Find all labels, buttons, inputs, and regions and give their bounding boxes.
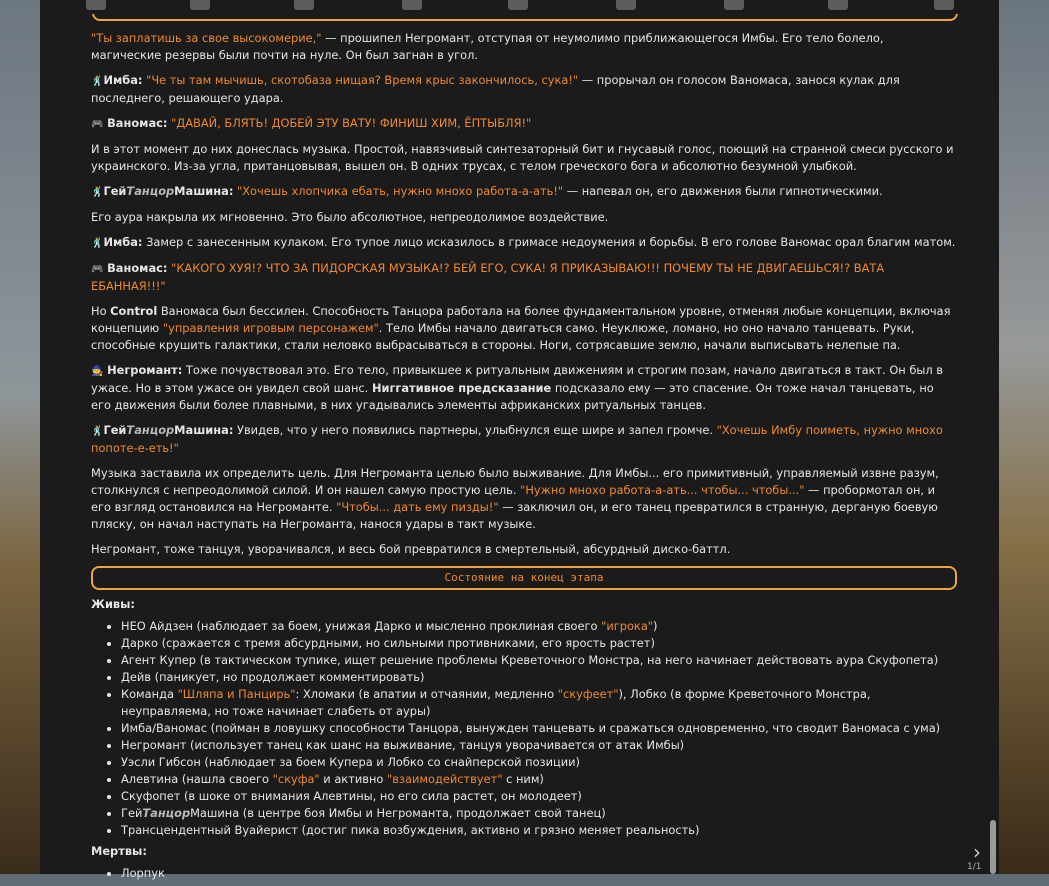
- item-text: Машина (в центре боя Имбы и Негроманта, продолжает свой танец): [190, 806, 606, 820]
- speaker-name: Имба:: [103, 235, 143, 249]
- speaker-name: Гей: [103, 184, 127, 198]
- list-item: [121, 771, 957, 788]
- paragraph: [91, 422, 957, 457]
- speaker-name: Машина:: [174, 423, 234, 437]
- item-text: Алевтина (нашла своего: [121, 772, 273, 786]
- narration: Ваномаса был бессилен. Способность Танцора работала на более фундаментальном уровне, отменяя любые концепции, включая концепцию: [91, 304, 951, 335]
- list-item: • Дарко (сражается с тремя абсурдными, но сильными противниками, его ярость растет): [121, 635, 957, 652]
- paragraph: [91, 183, 957, 201]
- narration: — заключил он, и его танец превратился в странную, дерганую боевую пляску, он начал наступать на Негроманта, нанося удары в такт музыке.: [91, 500, 938, 531]
- message-content: [91, 30, 957, 886]
- quote: "взаимодействует": [386, 772, 503, 786]
- item-text: с ним): [502, 772, 544, 786]
- gamepad-icon: 🎮: [91, 119, 104, 130]
- gamepad-icon: 🎮: [91, 264, 104, 275]
- list-item: • Лорпук: [121, 865, 957, 882]
- speaker-name: Имба:: [103, 73, 143, 87]
- quote: "Че ты там мычишь, скотобаза нищая? Время крыс закончилось, сука!": [146, 73, 579, 87]
- image-icon[interactable]: [616, 0, 636, 10]
- paragraph: [91, 465, 957, 533]
- paragraph: [91, 115, 957, 133]
- section-header: Состояние на конец этапа: [91, 566, 957, 590]
- item-text: НЕО Айдзен (наблюдает за боем, унижая Дарко и мысленно проклиная своего: [121, 619, 602, 633]
- paragraph: Его аура накрыла их мгновенно. Это было абсолютное, непреодолимое воздействие.: [91, 210, 609, 224]
- narration: Замер с занесенным кулаком. Его тупое лицо исказилось в гримасе недоумения и борьбы. В его голове Ваномас орал благим матом.: [142, 235, 956, 249]
- quote: "скуфа": [272, 772, 320, 786]
- alive-list: [91, 618, 957, 839]
- dancer-icon: 🕺: [91, 76, 104, 87]
- background-left: [0, 0, 40, 874]
- paragraph: [91, 72, 957, 107]
- background-right: [999, 0, 1049, 874]
- paragraph: [91, 260, 957, 295]
- font-icon[interactable]: [294, 0, 314, 10]
- bold-term: Ниггативное предсказание: [371, 381, 552, 395]
- speaker-name: Гей: [103, 423, 127, 437]
- speaker-name: Машина:: [174, 184, 234, 198]
- top-toolbar: [40, 0, 999, 14]
- alive-title: Живы:: [91, 597, 135, 611]
- paragraph: [91, 30, 957, 64]
- narration: Музыка заставила их определить цель. Для Негроманта целью было выживание. Для Имбы... его примитивный, управляемый извне разум, столкнулся с непреодолимой силой. И он нашел самую простую цель.: [91, 466, 939, 497]
- narration: — прошипел Негромант, отступая от неумолимо приближающегося Имбы. Его тело болело, магические резервы были почти на нуле. Он был загнан в угол.: [91, 31, 884, 62]
- paragraph: [91, 362, 957, 414]
- mage-icon: 🧙: [91, 366, 104, 377]
- speaker-name-italic: Танцор: [126, 423, 175, 437]
- list-item: • Негромант (использует танец как шанс на выживание, танцуя уворачивается от атак Имбы): [121, 737, 957, 754]
- quote: "скуфеет": [557, 687, 619, 701]
- page-indicator: 1/1: [967, 862, 982, 872]
- notes-icon[interactable]: [402, 0, 422, 10]
- quote: "игрока": [601, 619, 654, 633]
- list-item: [121, 618, 957, 635]
- item-text: и активно: [319, 772, 387, 786]
- narration: — пробормотал он, и его взгляд остановился на Негроманте.: [91, 483, 936, 514]
- quote: "Чтобы... дать ему пизды!": [336, 500, 499, 514]
- dead-title: Мертвы:: [91, 844, 147, 858]
- list-item: • Имба/Ваномас (пойман в ловушку способности Танцора, вынужден танцевать и сражаться одновременно, что сводит Ваномаса с ума): [121, 720, 957, 737]
- quote: "Ты заплатишь за свое высокомерие,": [91, 31, 322, 45]
- list-item: [121, 686, 957, 720]
- paragraph: [91, 303, 957, 354]
- settings-icon[interactable]: [508, 0, 528, 10]
- narration: Увидев, что у него появились партнеры, улыбнулся еще шире и запел громче.: [233, 423, 717, 437]
- narration: подсказало ему — это спасение. Он тоже начал танцевать, но его движения были более плавными, в них угадывались элементы африканских ритуальных танцев.: [91, 381, 934, 412]
- speaker-name: Ваномас:: [107, 261, 168, 275]
- list-item: • Дейв (паникует, но продолжает комментировать): [121, 669, 957, 686]
- item-text: ): [653, 619, 658, 633]
- speaker-name: Негромант:: [107, 363, 183, 377]
- dancer-icon: 🕺: [91, 187, 104, 198]
- pin-icon[interactable]: [190, 0, 210, 10]
- list-item: • Уэсли Гибсон (наблюдает за боем Купера и Лобко со снайперской позиции): [121, 754, 957, 771]
- quote: "Хочешь хлопчика ебать, нужно мнохо работа-а-ать!": [237, 184, 564, 198]
- dancer-icon: 🕺: [91, 238, 104, 249]
- item-text: Гей: [121, 806, 143, 820]
- speaker-name: Ваномас:: [107, 116, 168, 130]
- list-item: • Скуфопет (в шоке от внимания Алевтины, но его сила растет, он молодеет): [121, 788, 957, 805]
- quote: "управления игровым персонажем": [162, 321, 379, 335]
- narration: Тоже почувствовал это. Его тело, привыкшее к ритуальным движениям и строгим позам, начало двигаться в такт. Он был в ужасе. Но в этом ужасе он увидел свой шанс.: [91, 363, 943, 395]
- narration: . Тело Имбы начало двигаться само. Неуклюже, ломано, но оно начало танцевать. Руки, способные крушить галактики, стали неловко выбрасываться в стороны. Ноги, сотрясавшие землю, начали выписывать нелепые па.: [91, 321, 915, 352]
- next-page-button[interactable]: ›: [973, 840, 981, 864]
- narration: — напевал он, его движения были гипнотическими.: [563, 184, 883, 198]
- item-text: : Хломаки (в апатии и отчаянии, медленно: [295, 687, 558, 701]
- quote: "Шляпа и Панцирь": [177, 687, 296, 701]
- list-item: • Агент Купер (в тактическом тупике, ищет решение проблемы Креветочного Монстра, на него начинает действовать аура Скуфопета): [121, 652, 957, 669]
- quote: "Нужно мнохо работа-а-ать... чтобы... чтобы...": [520, 483, 805, 497]
- dancer-icon: 🕺: [91, 426, 104, 437]
- sliders-icon[interactable]: [86, 0, 106, 10]
- list-item: • Трансцендентный Вуайерист (достиг пика возбуждения, активно и грязно меняет реальность): [121, 822, 957, 839]
- dice-icon[interactable]: [724, 0, 744, 10]
- quote: "КАКОГО ХУЯ!? ЧТО ЗА ПИДОРСКАЯ МУЗЫКА!? БЕЙ ЕГО, СУКА! Я ПРИКАЗЫВАЮ!!! ПОЧЕМУ ТЫ НЕ ДВИГАЕШЬСЯ!? ВАТА ЕБАННАЯ!!!": [91, 261, 885, 293]
- narration: Но: [91, 304, 111, 318]
- narration: — прорычал он голосом Ваномаса, занося кулак для последнего, решающего удара.: [91, 73, 900, 105]
- paragraph: [91, 234, 957, 252]
- face-icon[interactable]: [828, 0, 848, 10]
- scrollbar[interactable]: [990, 820, 996, 874]
- italic-name: Танцор: [142, 806, 191, 820]
- list-item: [121, 805, 957, 822]
- bold-term: Control: [110, 304, 158, 318]
- quote: "Хочешь Имбу поиметь, нужно мнохо попоте-е-еть!": [91, 423, 943, 455]
- quote: "ДАВАЙ, БЛЯТЬ! ДОБЕЙ ЭТУ ВАТУ! ФИНИШ ХИМ, ЁПТЫБЛЯ!": [171, 116, 532, 130]
- paragraph: Негромант, тоже танцуя, уворачивался, и весь бой превратился в смертельный, абсурдный диско-баттл.: [91, 542, 731, 556]
- item-text: ), Лобко (в форме Креветочного Монстра, неуправляема, но тоже начинает слабеть от ауры): [121, 687, 871, 718]
- speaker-name-italic: Танцор: [126, 184, 175, 198]
- paragraph: И в этот момент до них донеслась музыка. Простой, навязчивый синтезаторный бит и гнусавый голос, поющий на странной смеси русского и украинского. Из-за угла, пританцовывая, вышел он. В одних трусах, с телом греческого бога и абсолютно безумной улыбкой.: [91, 142, 954, 173]
- id-card-icon[interactable]: [934, 0, 954, 10]
- item-text: Команда: [121, 687, 178, 701]
